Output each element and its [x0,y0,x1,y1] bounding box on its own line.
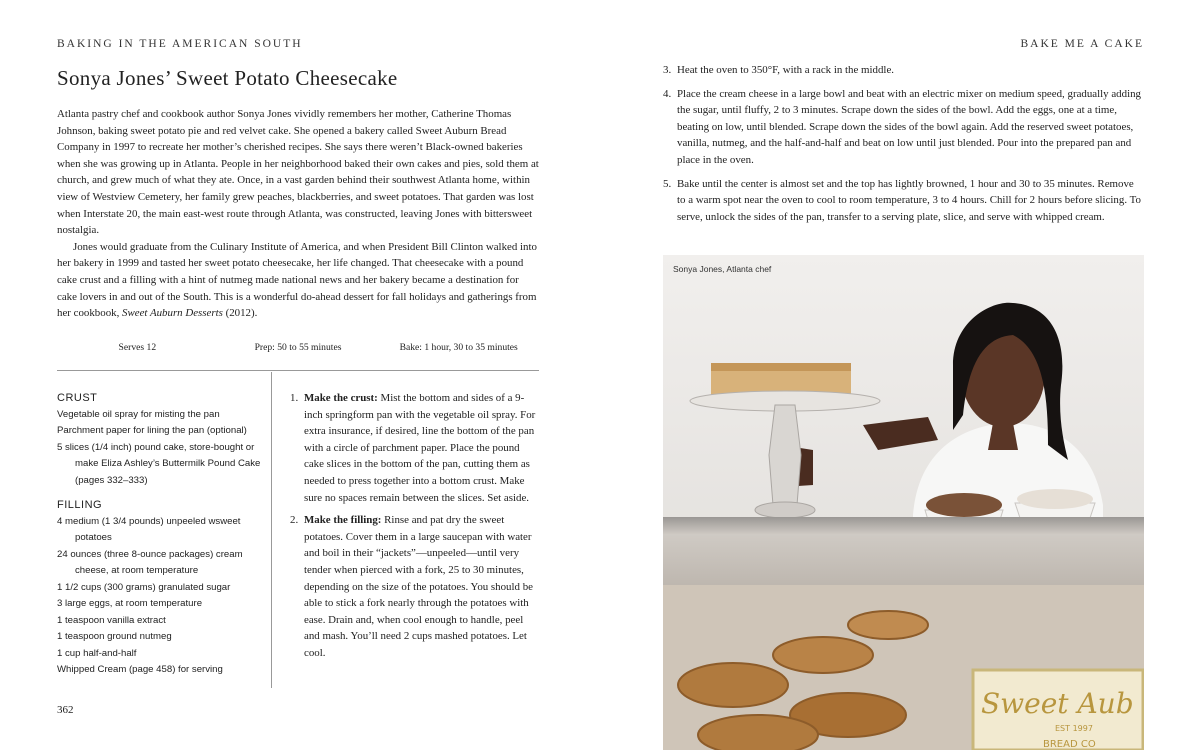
intro-paragraph-2-end: (2012). [222,307,258,320]
book-title: Sweet Auburn Desserts [122,307,223,320]
sign-text-bread: BREAD CO [1043,739,1096,750]
step-body: Mist the bottom and sides of a 9-inch springform pan with the vegetable oil spray. For extra insurance, if desired, line the bottom of the pan with a circle of parchment paper. Place the pound cake slices in the bottom of the pan, cutting them as needed to press together into a bottom crust. Make sure no spaces remain between the slices. Set aside. [304,392,536,504]
display-case-top [663,517,1144,587]
step-text: Bake until the center is almost set and the top has lightly browned, 1 hour and 30 to 35 minutes. Remove to a warm spot near the oven to cool to room temperature, 3 to 4 hours. Chill for 2 hours before slicing. To serve, unlock the sides of the pan, transfer to a serving plate, slice, and serve with whipped cream. [677,177,1141,223]
method-step [663,176,1143,226]
step-text: Heat the oven to 350°F, with a rack in the middle. [677,64,895,76]
intro-paragraph-2-text: Jones would graduate from the Culinary Institute of America, and when President Bill Clinton walked into her bakery in 1999 and tasted her sweet potato cheesecake, her life changed. That cheesecake with a pound cake crust and a filling with a hint of nutmeg made national news and her bakery became a destination for cake lovers in and out of the South. This is a wonderful do-ahead dessert for fall holidays and gatherings from her cookbook, [57,240,537,320]
prep-time: Prep: 50 to 55 minutes [254,342,342,353]
chef-photo-illustration [663,255,1144,750]
method-step [290,390,540,506]
ingredient-item: 3 large eggs, at room temperature [57,598,203,609]
intro-paragraph-1: Atlanta pastry chef and cookbook author Sonya Jones vividly remembers her mother, Catherine Thomas Johnson, baking sweet potato pie and red velvet cake. She opened a bakery called Sweet Auburn Bread Company in 1997 to recreate her mother’s cherished recipes. She says there weren’t Black-owned bakeries when she was growing up in Atlanta. People in her neighborhood baked their own cakes and pies, sold them at church, and grew much of what they ate. Once, in a vast garden behind their southwest Atlanta home, within view of Westview Cemetery, her family grew peaches, blackberries, and sweet potatoes. That garden was lost when Interstate 20, the main east-west route through Atlanta, was constructed, leaving Jones with bittersweet nostalgia. [57,108,539,237]
running-head-right: BAKE ME A CAKE [1020,38,1144,50]
step-number: 2. [290,514,299,527]
ingredient-item: 4 medium (1 3/4 pounds) unpeeled wsweet potatoes [57,515,241,543]
step-number: 4. [663,87,672,100]
method-steps-left [290,390,540,668]
ingredient-item: 24 ounces (three 8-ounce packages) cream cheese, at room temperature [57,548,243,576]
ingredient-item: 5 slices (1/4 inch) pound cake, store-bought or make Eliza Ashley’s Buttermilk Pound Cake (pages 332–333) [57,441,261,486]
ingredient-item: Whipped Cream (page 458) for serving [57,664,223,675]
running-head-left: BAKING IN THE AMERICAN SOUTH [57,38,303,50]
step-number: 5. [663,177,672,190]
step-text: Place the cream cheese in a large bowl and beat with an electric mixer on medium speed, gradually adding the sugar, until fluffy, 2 to 3 minutes. Scrape down the sides of the bowl. Add the eggs, one at a time, beating on low, until blended. Scrape down the sides of the bowl again. Add the reserved sweet potatoes, vanilla, nutmeg, and the half-and-half and beat on low until just blended. Pour into the prepared pan and place in the oven. [677,87,1141,166]
page-number: 362 [57,704,74,716]
step-lead: Make the crust: [304,392,378,404]
serves-info: Serves 12 [118,342,157,353]
bakery-sign [973,670,1143,750]
bake-time: Bake: 1 hour, 30 to 35 minutes [399,342,518,353]
ingredient-item: 1 teaspoon vanilla extract [57,614,166,626]
intro-paragraph-2 [57,239,539,322]
horizontal-divider [57,370,539,371]
crust-heading: CRUST [57,392,98,404]
chef-photo [663,255,1144,750]
ingredients-list [57,390,265,679]
photo-caption: Sonya Jones, Atlanta chef [673,264,772,274]
ingredient-item: Vegetable oil spray for misting the pan [57,408,220,420]
step-number: 1. [290,392,299,404]
intro-text [57,106,539,322]
filling-heading: FILLING [57,499,103,511]
step-text [304,390,540,506]
step-body: Rinse and pat dry the sweet potatoes. Cover them in a large saucepan with water and boil in their “jackets”—unpeeled—until very tender when pierced with a fork, 25 to 30 minutes, depending on the size of the potatoes. You should be able to stick a fork nearly through the potatoes with ease. Drain and, when cool enough to handle, peel and mash. You’ll need 2 cups mashed potatoes. Let cool. [304,514,533,659]
vertical-divider [271,372,272,688]
sign-text-main: Sweet Aub [981,687,1134,720]
ingredient-item: 1 teaspoon ground nutmeg [57,631,172,642]
method-step [663,86,1143,169]
method-steps-right [663,62,1143,232]
ingredient-item: 1 cup half-and-half [57,647,137,659]
ingredient-item: Parchment paper for lining the pan (optional) [57,425,247,436]
step-lead: Make the filling: [304,514,382,527]
ingredient-item: 1 1/2 cups (300 grams) granulated sugar [57,581,231,593]
method-step [290,512,540,661]
recipe-title: Sonya Jones’ Sweet Potato Cheesecake [57,66,398,90]
step-number: 3. [663,64,672,76]
sign-text-est: EST 1997 [1055,724,1093,733]
method-step [663,62,1143,79]
step-text [304,512,540,661]
recipe-meta [57,342,539,353]
